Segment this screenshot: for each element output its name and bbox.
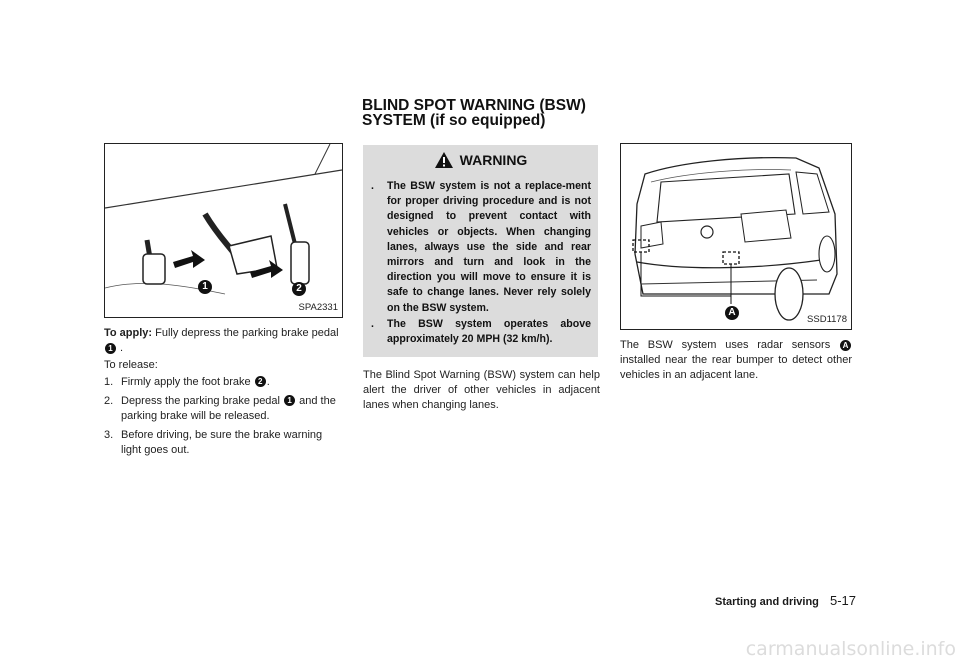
step-number: 3. — [104, 429, 114, 442]
left-text-column — [104, 326, 344, 463]
step-text: Firmly apply the foot brake — [121, 375, 251, 388]
warning-triangle-icon — [434, 151, 454, 169]
warning-box — [363, 145, 598, 357]
sensor-text-a: The BSW system uses radar sensors — [620, 339, 831, 351]
callout-a-inline: A — [840, 340, 851, 351]
release-steps — [104, 375, 344, 459]
page-number: 5-17 — [829, 593, 856, 608]
warning-title: WARNING — [459, 152, 528, 168]
apply-label: To apply: — [104, 327, 153, 339]
page-footer — [715, 593, 856, 608]
callout-a-badge: A — [725, 306, 739, 320]
heading-line-1: BLIND SPOT WARNING (BSW) — [362, 97, 586, 114]
sensor-text-b: installed near the rear bumper to detect other vehicles in an adjacent lane. — [620, 354, 852, 382]
heading-line-2: SYSTEM (if so equipped) — [362, 112, 546, 129]
bullet: . — [371, 318, 374, 330]
step-2 — [104, 394, 344, 424]
warning-header — [363, 145, 598, 175]
bsw-sensor-figure — [620, 143, 852, 330]
minivan-rear-illustration — [621, 144, 851, 329]
section-heading — [362, 98, 662, 128]
step-3 — [104, 428, 344, 458]
step-number: 2. — [104, 394, 114, 407]
step-text-end: and the parking brake will be released. — [121, 394, 336, 423]
callout-1-inline: 1 — [105, 343, 116, 354]
release-label: To release: — [104, 359, 158, 372]
step-text: Depress the parking brake pedal — [121, 394, 280, 407]
warning-text: The BSW system operates above approximately 20 MPH (32 km/h). — [387, 318, 591, 346]
callout-2-badge: 2 — [292, 282, 306, 296]
step-number: 1. — [104, 375, 114, 388]
figure-code-ssd1178: SSD1178 — [807, 314, 847, 325]
callout-2-inline: 2 — [255, 376, 266, 387]
parking-brake-figure — [104, 143, 343, 318]
pedals-illustration — [105, 144, 342, 317]
warning-item-1 — [371, 179, 591, 316]
apply-text: Fully depress the parking brake pedal — [155, 327, 339, 339]
callout-1-badge: 1 — [198, 280, 212, 294]
step-1 — [104, 375, 344, 390]
bullet: . — [371, 180, 374, 192]
bsw-description: The Blind Spot Warning (BSW) system can help alert the driver of other vehicles in adjacent lanes when changing lanes. — [363, 369, 600, 412]
footer-section: Starting and driving — [715, 596, 819, 608]
warning-text: The BSW system is not a replace-ment for proper driving procedure and is not designed to prevent contact with vehicles or objects. When changing lanes, always use the side and rear mirrors and turn and look in the direction you will move to ensure it is safe to change lanes. Never rely solely on the BSW system. — [387, 180, 591, 314]
watermark: carmanualsonline.info — [745, 638, 956, 660]
figure-code-spa2331: SPA2331 — [298, 302, 338, 313]
step-text-end: . — [266, 375, 270, 388]
apply-paragraph: To apply: Fully depress the parking brake pedal 1 . — [104, 327, 339, 355]
step-text: Before driving, be sure the brake warning light goes out. — [121, 429, 323, 457]
warning-item-2 — [371, 317, 591, 347]
callout-1-inline: 1 — [284, 395, 295, 406]
bsw-sensor-text — [620, 338, 852, 384]
